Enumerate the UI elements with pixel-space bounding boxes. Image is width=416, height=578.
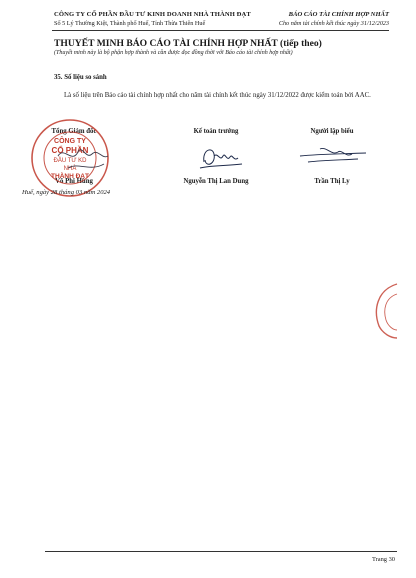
company-address: Số 5 Lý Thường Kiệt, Thành phố Huế, Tỉnh Thừa Thiên Huế [54,20,206,27]
edge-seal [369,280,399,340]
document-title: THUYẾT MINH BÁO CÁO TÀI CHÍNH HỢP NHẤT (tiếp theo) [54,38,322,49]
accountant-name: Nguyễn Thị Lan Dung [183,178,249,185]
preparer-name: Trần Thị Ly [314,178,350,185]
company-name: CÔNG TY CỔ PHẦN ĐẦU TƯ KINH DOANH NHÀ THÀNH ĐẠT [54,11,251,18]
report-period: Cho năm tài chính kết thúc ngày 31/12/2023 [278,20,389,27]
accountant-signature [196,140,244,174]
seal-line-3: ĐẦU TƯ KD [53,158,87,164]
seal-line-4: NHÀ [63,166,77,172]
company-seal [28,116,112,200]
page-number: Trang 30 [371,556,395,563]
footer-divider [45,551,397,552]
seal-line-1: CÔNG TY [54,138,86,145]
seal-line-2: CỔ PHẦN [51,146,89,155]
accountant-role: Kế toán trưởng [193,128,239,135]
place-date: Huế, ngày 28 tháng 03 năm 2024 [22,189,111,196]
section-heading: 35. Số liệu so sánh [54,74,107,81]
preparer-role: Người lập biểu [310,128,354,135]
document-subtitle: (Thuyết minh này là bộ phận hợp thành và cần được đọc đồng thời với Báo cáo tài chính hợp nhất) [54,50,293,56]
section-body: Là số liệu trên Báo cáo tài chính hợp nhất cho năm tài chính kết thúc ngày 31/12/2022 được kiểm toán bởi AAC. [64,92,371,99]
director-name: Võ Phi Hùng [55,178,93,185]
report-title: BÁO CÁO TÀI CHÍNH HỢP NHẤT [288,11,389,18]
preparer-signature [298,140,368,170]
seal-line-5: THÀNH ĐẠT [51,173,89,180]
director-role: Tổng Giám đốc [51,128,97,135]
header-divider [52,30,389,31]
